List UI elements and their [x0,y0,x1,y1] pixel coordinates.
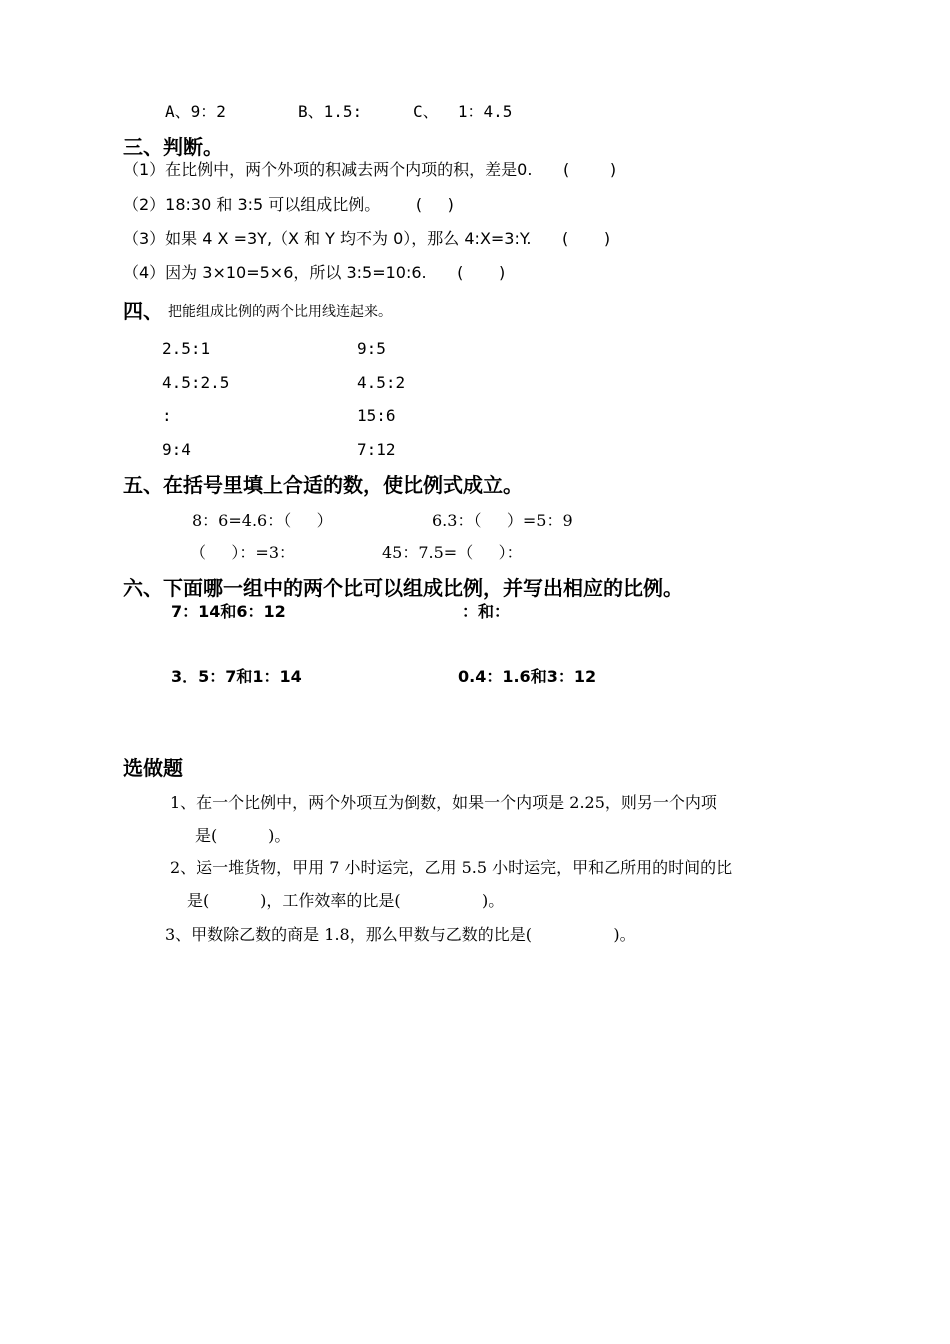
group-1: 7：14和6：12 [171,602,286,621]
judge-item-4: （4）因为 3×10=5×6，所以 3:5=10:6. ( ) [123,263,506,282]
optional-q1-line1: 1、在一个比例中，两个外项互为倒数，如果一个内项是 2.25，则另一个内项 [170,793,717,812]
optional-q3: 3、甲数除乙数的商是 1.8，那么甲数与乙数的比是( )。 [165,925,636,944]
section4-instruction: 把能组成比例的两个比用线连起来。 [168,304,392,320]
option-a: A、9：2 [165,102,226,121]
match-left-1: 2.5:1 [162,339,211,358]
match-left-2: 4.5:2.5 [162,373,230,392]
judge-item-3: （3）如果 4 X =3Y,（X 和 Y 均不为 0），那么 4:X=3:Y. ( ) [123,229,611,248]
optional-q2-line1: 2、运一堆货物，甲用 7 小时运完，乙用 5.5 小时运完，甲和乙所用的时间的比 [170,858,733,877]
fill-2: 6.3：（ ）=5：9 [432,511,573,530]
group-4: 0.4：1.6和3：12 [458,667,597,686]
match-left-4: 9:4 [162,440,191,459]
optional-q2-line2: 是( )，工作效率的比是( )。 [187,891,505,910]
optional-title: 选做题 [123,756,183,780]
judge-item-1: （1）在比例中，两个外项的积减去两个内项的积，差是0. ( ) [123,160,617,179]
fill-3: （ ）：=3： [190,543,296,562]
fill-1: 8：6=4.6：（ ） [192,511,333,530]
fill-4: 45：7.5=（ ）： [382,543,523,562]
section6-title: 六、下面哪一组中的两个比可以组成比例，并写出相应的比例。 [123,576,683,600]
section4-number: 四、 [123,299,163,323]
section5-title: 五、在括号里填上合适的数，使比例式成立。 [123,473,523,497]
judge-item-2: （2）18:30 和 3:5 可以组成比例。 ( ) [123,195,454,214]
group-2: ：和： [462,602,511,621]
match-right-3: 15:6 [357,406,396,425]
option-b: B、1.5: [298,102,363,121]
section3-title: 三、判断。 [123,135,223,159]
match-right-1: 9:5 [357,339,386,358]
group-3: 3．5：7和1：14 [171,667,302,686]
optional-q1-line2: 是( )。 [195,826,291,845]
match-right-2: 4.5:2 [357,373,406,392]
match-left-3: : [162,406,172,425]
option-c: C、 1：4.5 [413,102,513,121]
match-right-4: 7:12 [357,440,396,459]
